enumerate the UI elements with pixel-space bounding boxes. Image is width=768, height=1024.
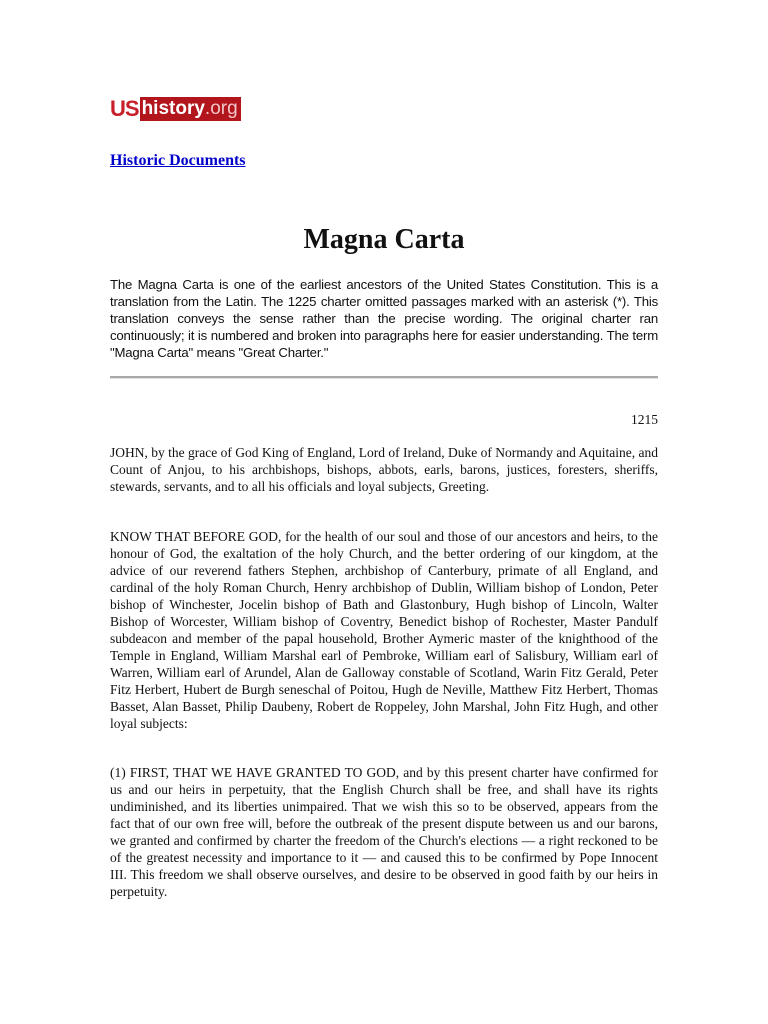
charter-paragraph-greeting: JOHN, by the grace of God King of England, Lord of Ireland, Duke of Normandy and Aquitaine, and Count of Anjou, to his archbishops, bishops, abbots, earls, barons, justices, foresters, sheriffs, stewards, servants, and to all his officials and loyal subjects, Greeting. [110, 445, 658, 494]
logo-history-text: history [141, 98, 205, 119]
logo-org-text: .org [204, 98, 238, 119]
ushistory-logo[interactable] [110, 97, 241, 121]
charter-year: 1215 [631, 412, 658, 427]
logo-history-block [140, 97, 241, 121]
logo-us-text: US [110, 96, 139, 121]
charter-paragraph-clause-1: (1) FIRST, THAT WE HAVE GRANTED TO GOD, and by this present charter have confirmed for us and our heirs in perpetuity, that the English Church shall be free, and shall have its rights undiminished, and its liberties unimpaired. That we wish this so to be observed, appears from the fact that of our own free will, before the outbreak of the present dispute between us and our barons, we granted and confirmed by charter the freedom of the Church's elections — a right reckoned to be of the greatest necessity and importance to it — and caused this to be confirmed by Pope Innocent III. This freedom we shall observe ourselves, and desire to be observed in good faith by our heirs in perpetuity. [110, 765, 658, 899]
historic-documents-link[interactable]: Historic Documents [110, 152, 246, 169]
charter-paragraph-preamble: KNOW THAT BEFORE GOD, for the health of our soul and those of our ancestors and heirs, to the honour of God, the exaltation of the holy Church, and the better ordering of our kingdom, at the advice of our reverend fathers Stephen, archbishop of Canterbury, primate of all England, and cardinal of the holy Roman Church, Henry archbishop of Dublin, William bishop of London, Peter bishop of Winchester, Jocelin bishop of Bath and Glastonbury, Hugh bishop of Lincoln, Walter Bishop of Worcester, William bishop of Coventry, Benedict bishop of Rochester, Master Pandulf subdeacon and member of the papal household, Brother Aymeric master of the knighthood of the Temple in England, William Marshal earl of Pembroke, William earl of Salisbury, William earl of Warren, William earl of Arundel, Alan de Galloway constable of Scotland, Warin Fitz Gerald, Peter Fitz Herbert, Hubert de Burgh seneschal of Poitou, Hugh de Neville, Matthew Fitz Herbert, Thomas Basset, Alan Basset, Philip Daubeny, Robert de Roppeley, John Marshal, John Fitz Hugh, and other loyal subjects: [110, 529, 658, 731]
intro-paragraph: The Magna Carta is one of the earliest ancestors of the United States Constitution. This is a translation from the Latin. The 1225 charter omitted passages marked with an asterisk (*). This translation conveys the sense rather than the precise wording. The original charter ran continuously; it is numbered and broken into paragraphs here for easier understanding. The term "Magna Carta" means "Great Charter." [110, 277, 658, 360]
horizontal-divider [110, 376, 658, 379]
page-title: Magna Carta [303, 224, 465, 255]
